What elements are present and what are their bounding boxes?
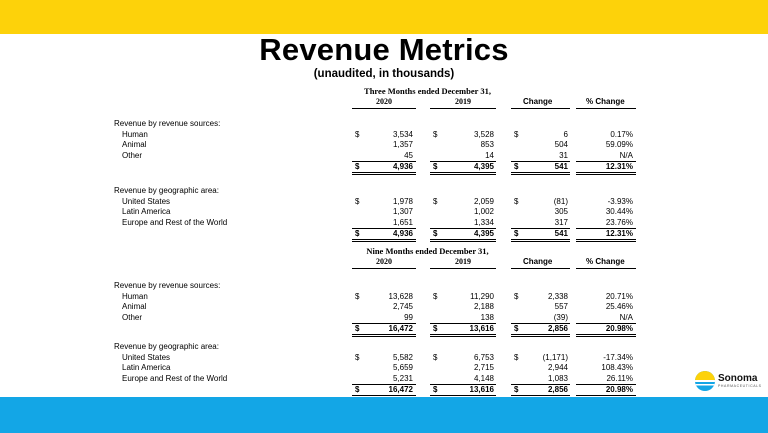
- rule-line: [576, 174, 636, 175]
- total-row: [0, 323, 768, 334]
- value-current-year: 5,231: [392, 373, 413, 383]
- table-row: [0, 352, 768, 363]
- table-row: [0, 150, 768, 161]
- table-row: [0, 139, 768, 150]
- value-current-year: 4,936: [392, 162, 413, 171]
- rule-line: [576, 268, 636, 269]
- dollar-sign: $: [514, 324, 519, 333]
- sonoma-logo-icon: [694, 370, 716, 392]
- row-label: Europe and Rest of the World: [122, 373, 228, 383]
- total-row: [0, 228, 768, 239]
- row-label: Latin America: [122, 207, 171, 216]
- dollar-sign: $: [433, 385, 438, 394]
- company-logo: [694, 370, 764, 394]
- value-current-year: 1,978: [392, 196, 413, 206]
- value-pct-change: 59.09%: [605, 140, 633, 149]
- rule-line: [430, 241, 496, 242]
- dollar-sign: $: [355, 291, 360, 301]
- rule-line: [511, 268, 570, 269]
- table-row: [0, 206, 768, 217]
- value-change: 541: [554, 229, 568, 238]
- value-change: 1,083: [547, 373, 568, 383]
- value-pct-change: -17.34%: [603, 352, 633, 362]
- value-current-year: 5,582: [392, 352, 413, 362]
- dollar-sign: $: [514, 229, 519, 238]
- value-change: (39): [553, 312, 568, 322]
- value-pct-change: 23.76%: [605, 217, 633, 227]
- dollar-sign: $: [433, 291, 438, 301]
- value-pct-change: 30.44%: [605, 207, 633, 216]
- group-heading-label: Revenue by geographic area:: [114, 186, 219, 195]
- value-change: 2,944: [547, 363, 568, 372]
- value-pct-change: -3.93%: [607, 196, 633, 206]
- page-title: Revenue Metrics: [259, 32, 509, 67]
- row-label: United States: [122, 352, 171, 362]
- rule-line: [352, 336, 416, 337]
- row-label: Human: [122, 291, 148, 301]
- value-prior-year: 1,002: [473, 207, 494, 216]
- year-header-prior: 2019: [455, 97, 471, 106]
- group-heading-label: Revenue by geographic area:: [114, 342, 219, 351]
- table-row: [0, 362, 768, 373]
- rule-line: [352, 241, 416, 242]
- value-pct-change: N/A: [619, 150, 633, 160]
- change-header: Change: [523, 97, 553, 106]
- dollar-sign: $: [514, 196, 519, 206]
- value-prior-year: 1,334: [473, 217, 494, 227]
- dollar-sign: $: [433, 352, 438, 362]
- group-heading: [0, 341, 768, 352]
- pct-change-header: % Change: [586, 97, 625, 106]
- value-pct-change: 0.17%: [610, 129, 633, 139]
- group-heading: [0, 185, 768, 196]
- row-label: Europe and Rest of the World: [122, 217, 228, 227]
- rule-line: [511, 241, 570, 242]
- value-change: 2,856: [547, 385, 568, 394]
- rule-line: [430, 336, 496, 337]
- total-row: [0, 384, 768, 395]
- value-prior-year: 13,616: [469, 324, 494, 333]
- period-heading: Nine Months ended December 31,: [366, 246, 489, 256]
- value-current-year: 2,745: [392, 302, 413, 311]
- dollar-sign: $: [355, 385, 360, 394]
- rule-line: [511, 108, 570, 109]
- value-prior-year: 853: [480, 140, 494, 149]
- row-label: Other: [122, 312, 143, 322]
- dollar-sign: $: [514, 385, 519, 394]
- value-current-year: 1,307: [392, 207, 413, 216]
- value-change: 2,338: [547, 291, 568, 301]
- row-label: Human: [122, 129, 148, 139]
- row-label: Other: [122, 150, 143, 160]
- value-pct-change: N/A: [619, 312, 633, 322]
- year-header-current: 2020: [376, 97, 392, 106]
- rule-line: [352, 174, 416, 175]
- page-subtitle: (unaudited, in thousands): [313, 68, 455, 80]
- group-heading: [0, 280, 768, 291]
- value-change: 2,856: [547, 324, 568, 333]
- row-label: Animal: [122, 140, 147, 149]
- table-row: [0, 291, 768, 302]
- total-row: [0, 161, 768, 172]
- dollar-sign: $: [355, 196, 360, 206]
- rule-line: [511, 336, 570, 337]
- value-pct-change: 12.31%: [605, 229, 633, 238]
- rule-line: [430, 174, 496, 175]
- change-header: Change: [523, 257, 553, 266]
- dollar-sign: $: [433, 324, 438, 333]
- group-heading-label: Revenue by revenue sources:: [114, 119, 221, 128]
- value-current-year: 45: [404, 150, 413, 160]
- value-prior-year: 14: [485, 150, 494, 160]
- rule-line: [576, 241, 636, 242]
- value-change: 305: [554, 207, 568, 216]
- value-change: 504: [554, 140, 568, 149]
- value-current-year: 1,357: [392, 140, 413, 149]
- dollar-sign: $: [355, 129, 360, 139]
- value-change: 6: [563, 129, 568, 139]
- table-row: [0, 129, 768, 140]
- table-row: [0, 312, 768, 323]
- rule-line: [352, 108, 416, 109]
- table-row: [0, 373, 768, 384]
- value-current-year: 3,534: [392, 129, 413, 139]
- year-header-current: 2020: [376, 257, 392, 266]
- dollar-sign: $: [514, 162, 519, 171]
- value-change: 317: [554, 217, 568, 227]
- group-heading: [0, 118, 768, 129]
- value-current-year: 5,659: [392, 363, 413, 372]
- table-row: [0, 196, 768, 207]
- value-pct-change: 12.31%: [605, 162, 633, 171]
- value-prior-year: 138: [480, 312, 494, 322]
- dollar-sign: $: [514, 352, 519, 362]
- value-prior-year: 4,395: [473, 229, 494, 238]
- dollar-sign: $: [355, 162, 360, 171]
- dollar-sign: $: [514, 291, 519, 301]
- table-row: [0, 217, 768, 228]
- value-prior-year: 13,616: [469, 385, 494, 394]
- value-pct-change: 20.98%: [605, 385, 633, 394]
- value-prior-year: 2,188: [473, 302, 494, 311]
- value-prior-year: 2,715: [473, 363, 494, 372]
- dollar-sign: $: [433, 229, 438, 238]
- value-prior-year: 6,753: [473, 352, 494, 362]
- pct-change-header: % Change: [586, 257, 625, 266]
- dollar-sign: $: [433, 196, 438, 206]
- value-current-year: 13,628: [388, 291, 413, 301]
- value-prior-year: 11,290: [470, 291, 494, 301]
- dollar-sign: $: [514, 129, 519, 139]
- value-prior-year: 2,059: [473, 196, 494, 206]
- top-yellow-band: [0, 0, 768, 34]
- value-current-year: 1,651: [392, 217, 413, 227]
- value-prior-year: 3,528: [473, 129, 494, 139]
- value-change: 557: [554, 302, 568, 311]
- year-header-prior: 2019: [455, 257, 471, 266]
- value-change: 541: [554, 162, 568, 171]
- dollar-sign: $: [433, 129, 438, 139]
- rule-line: [576, 336, 636, 337]
- value-prior-year: 4,148: [473, 373, 494, 383]
- dollar-sign: $: [355, 352, 360, 362]
- value-pct-change: 20.71%: [605, 291, 633, 301]
- row-label: Animal: [122, 302, 147, 311]
- value-pct-change: 26.11%: [606, 373, 633, 383]
- rule-line: [576, 108, 636, 109]
- logo-tagline: PHARMACEUTICALS: [718, 384, 762, 388]
- value-pct-change: 20.98%: [605, 324, 633, 333]
- value-change: (1,171): [542, 352, 568, 362]
- period-heading: Three Months ended December 31,: [364, 86, 491, 96]
- value-change: 31: [559, 150, 568, 160]
- value-pct-change: 25.46%: [605, 302, 633, 311]
- group-heading-label: Revenue by revenue sources:: [114, 281, 221, 290]
- value-current-year: 16,472: [388, 385, 413, 394]
- row-label: Latin America: [122, 363, 171, 372]
- rule-line: [430, 108, 496, 109]
- dollar-sign: $: [355, 324, 360, 333]
- table-row: [0, 301, 768, 312]
- dollar-sign: $: [433, 162, 438, 171]
- rule-line: [352, 268, 416, 269]
- value-current-year: 99: [404, 312, 413, 322]
- logo-wordmark: Sonoma: [718, 373, 758, 384]
- dollar-sign: $: [355, 229, 360, 238]
- rule-line: [430, 268, 496, 269]
- rule-line: [511, 174, 570, 175]
- row-label: United States: [122, 196, 171, 206]
- value-pct-change: 108.43%: [601, 363, 633, 372]
- value-current-year: 16,472: [388, 324, 413, 333]
- value-change: (81): [553, 196, 568, 206]
- value-current-year: 4,936: [392, 229, 413, 238]
- value-prior-year: 4,395: [473, 162, 494, 171]
- bottom-blue-band: [0, 397, 768, 433]
